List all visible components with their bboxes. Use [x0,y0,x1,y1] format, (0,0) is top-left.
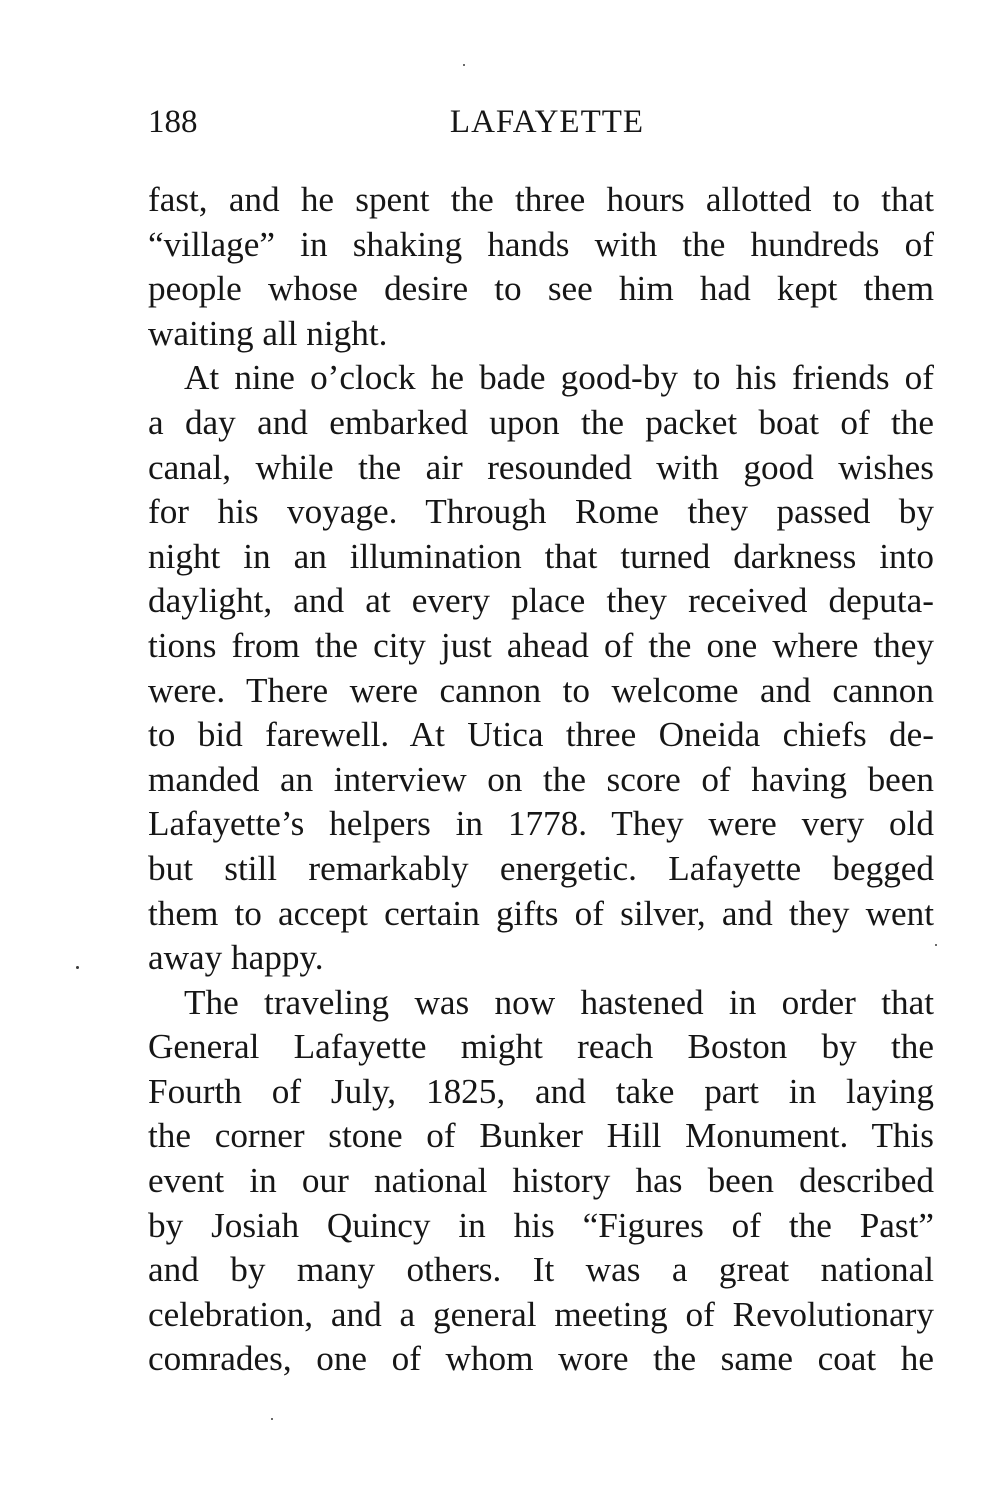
scan-speck [463,64,465,66]
text-line: to bid farewell. At Utica three Oneida chiefs de- [148,715,934,755]
text-line: for his voyage. Through Rome they passed by [148,492,934,532]
text-line: “village” in shaking hands with the hundreds of [148,224,934,264]
text-line: waiting all night. [148,313,388,353]
text-line: them to accept certain gifts of silver, and they went [148,893,934,933]
running-title: LAFAYETTE [449,104,645,140]
text-line: people whose desire to see him had kept them [148,269,934,309]
text-line: General Lafayette might reach Boston by the [148,1027,934,1067]
text-line: the corner stone of Bunker Hill Monument. This [148,1116,934,1156]
text-line: comrades, one of whom wore the same coat he [148,1339,934,1379]
text-line: night in an illumination that turned darkness into [148,536,934,576]
scan-speck [76,966,79,969]
text-line: tions from the city just ahead of the one where they [148,625,934,665]
text-line: event in our national history has been described [148,1161,934,1201]
text-line: daylight, and at every place they received deputa- [148,581,934,621]
page-number: 188 [148,104,198,140]
text-line: At nine o’clock he bade good-by to his friends of [184,358,934,398]
body-text [148,178,934,1382]
text-line: canal, while the air resounded with good wishes [148,447,934,487]
text-line: by Josiah Quincy in his “Figures of the Past” [148,1205,934,1245]
text-line: a day and embarked upon the packet boat of the [148,402,934,442]
paragraph [148,178,934,356]
text-line: fast, and he spent the three hours allotted to that [148,180,934,219]
text-line: away happy. [148,938,324,978]
page-header [148,100,934,144]
scan-speck [271,1418,273,1420]
text-line: Lafayette’s helpers in 1778. They were very old [148,804,934,844]
scan-speck [935,944,937,946]
paragraph [148,356,934,980]
text-line: The traveling was now hastened in order that [184,982,934,1022]
text-line: manded an interview on the score of having been [148,759,934,799]
text-line: were. There were cannon to welcome and cannon [148,670,934,710]
paragraph [148,981,934,1382]
text-line: and by many others. It was a great national [148,1250,934,1290]
text-line: but still remarkably energetic. Lafayette begged [148,848,934,888]
text-line: celebration, and a general meeting of Revolutionary [148,1294,934,1334]
text-line: Fourth of July, 1825, and take part in laying [148,1071,934,1111]
